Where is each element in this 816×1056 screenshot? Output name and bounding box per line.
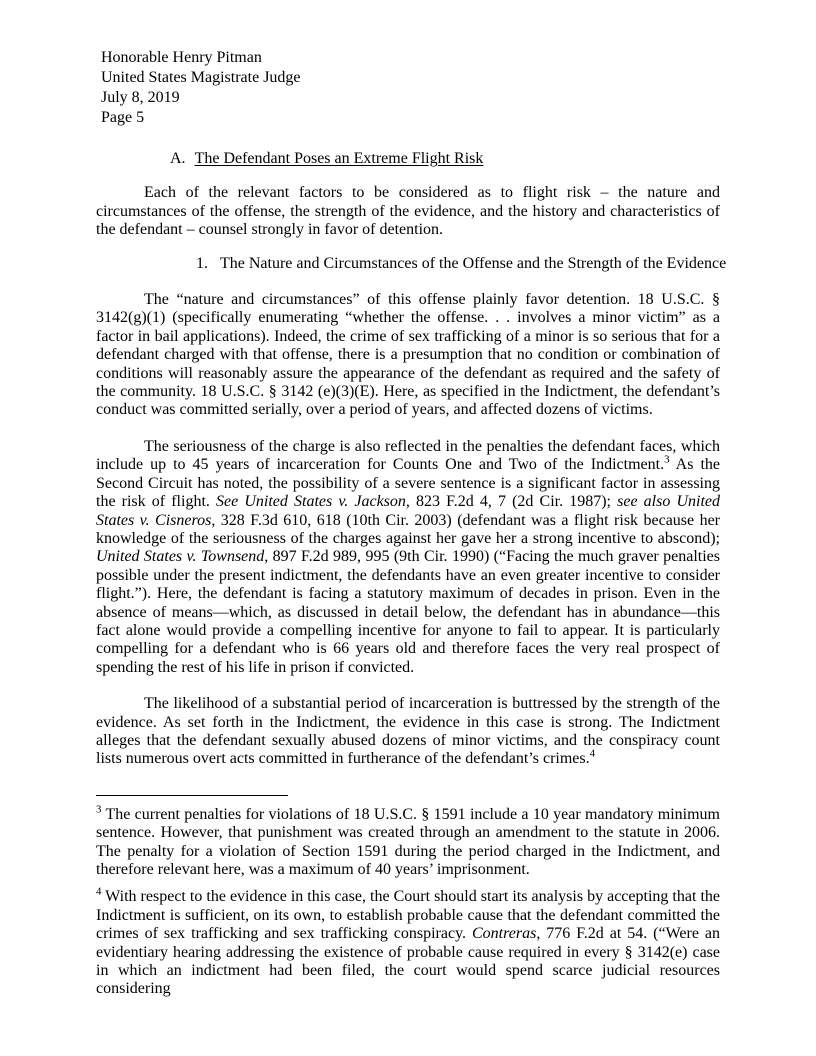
- subsection-heading-label: 1.: [196, 254, 208, 272]
- subsection-heading: [96, 254, 727, 273]
- paragraph-seriousness-penalties: The seriousness of the charge is also reflected in the penalties the defendant faces, which include up to 45 years of incarceration for Counts One and Two of the Indictment.$^3$ As the Second Circuit has noted, the possibility of a severe sentence is a significant factor in assessing the risk of flight. See United States v. Jackson, 823 F.2d 4, 7 (2d Cir. 1987); see also United States v. Cisneros, 328 F.3d 610, 618 (10th Cir. 2003) (defendant was a flight risk because her knowledge of the seriousness of the charges against her gave her a strong incentive to abscond); United States v. Townsend, 897 F.2d 989, 995 (9th Cir. 1990) (“Facing the much graver penalties possible under the present indictment, the defendants have an even greater incentive to consider flight.”). Here, the defendant is facing a statutory maximum of decades in prison. Even in the absence of means—which, as discussed in detail below, the defendant has in abundance—this fact alone would provide a compelling incentive for anyone to fail to appear. It is particularly compelling for a defendant who is 66 years old and therefore faces the very real prospect of spending the rest of his life in prison if convicted.: [96, 437, 721, 676]
- header-line-page-number: Page 5: [101, 109, 145, 126]
- footnote-4: $^4$ With respect to the evidence in this case, the Court should start its analysis by accepting that the Indictment is sufficient, on its own, to establish probable cause that the defendant committed the crimes of sex trafficking and sex trafficking conspiracy. Contreras, 776 F.2d at 54. (“Were an evidentiary hearing addressing the existence of probable cause required in every § 3142(e) case in which an indictment had been filed, the court would spend scarce judicial resources considering: [96, 886, 721, 998]
- paragraph-nature-circumstances: The “nature and circumstances” of this offense plainly favor detention. 18 U.S.C. § 3142(g)(1) (specifically enumerating “whether the offense. . . involves a minor victim” as a factor in bail applications). Indeed, the crime of sex trafficking of a minor is so serious that for a defendant charged with that offense, there is a presumption that no condition or combination of conditions will reasonably assure the appearance of the defendant as required and the safety of the community. 18 U.S.C. § 3142 (e)(3)(E). Here, as specified in the Indictment, the defendant’s conduct was committed serially, over a period of years, and affected dozens of victims.: [96, 291, 720, 419]
- header-line-title: United States Magistrate Judge: [101, 69, 301, 86]
- section-heading: [96, 150, 720, 168]
- subsection-heading-title: The Nature and Circumstances of the Offense and the Strength of the Evidence: [220, 254, 727, 272]
- section-heading-label: A.: [170, 150, 186, 167]
- footnote-separator: [96, 795, 288, 796]
- letter-header: [96, 48, 720, 128]
- paragraph-strength-of-evidence: The likelihood of a substantial period of incarceration is buttressed by the strength of the evidence. As set forth in the Indictment, the evidence in this case is strong. The Indictment alleges that the defendant sexually abused dozens of minor victims, and the conspiracy count lists numerous overt acts committed in furtherance of the defendant’s crimes.$^4$: [96, 695, 720, 768]
- header-line-date: July 8, 2019: [101, 89, 180, 106]
- section-heading-title: The Defendant Poses an Extreme Flight Risk: [194, 150, 484, 167]
- header-line-recipient: Honorable Henry Pitman: [101, 49, 262, 66]
- footnote-3: $^3$ The current penalties for violations of 18 U.S.C. § 1591 include a 10 year mandatory minimum sentence. However, that punishment was created through an amendment to the statute in 2006. The penalty for a violation of Section 1591 during the period charged in the Indictment, and therefore relevant here, was a maximum of 40 years’ imprisonment.: [96, 803, 720, 878]
- paragraph-flight-risk-intro: Each of the relevant factors to be considered as to flight risk – the nature and circumstances of the offense, the strength of the evidence, and the history and characteristics of the defendant – counsel strongly in favor of detention.: [96, 184, 720, 239]
